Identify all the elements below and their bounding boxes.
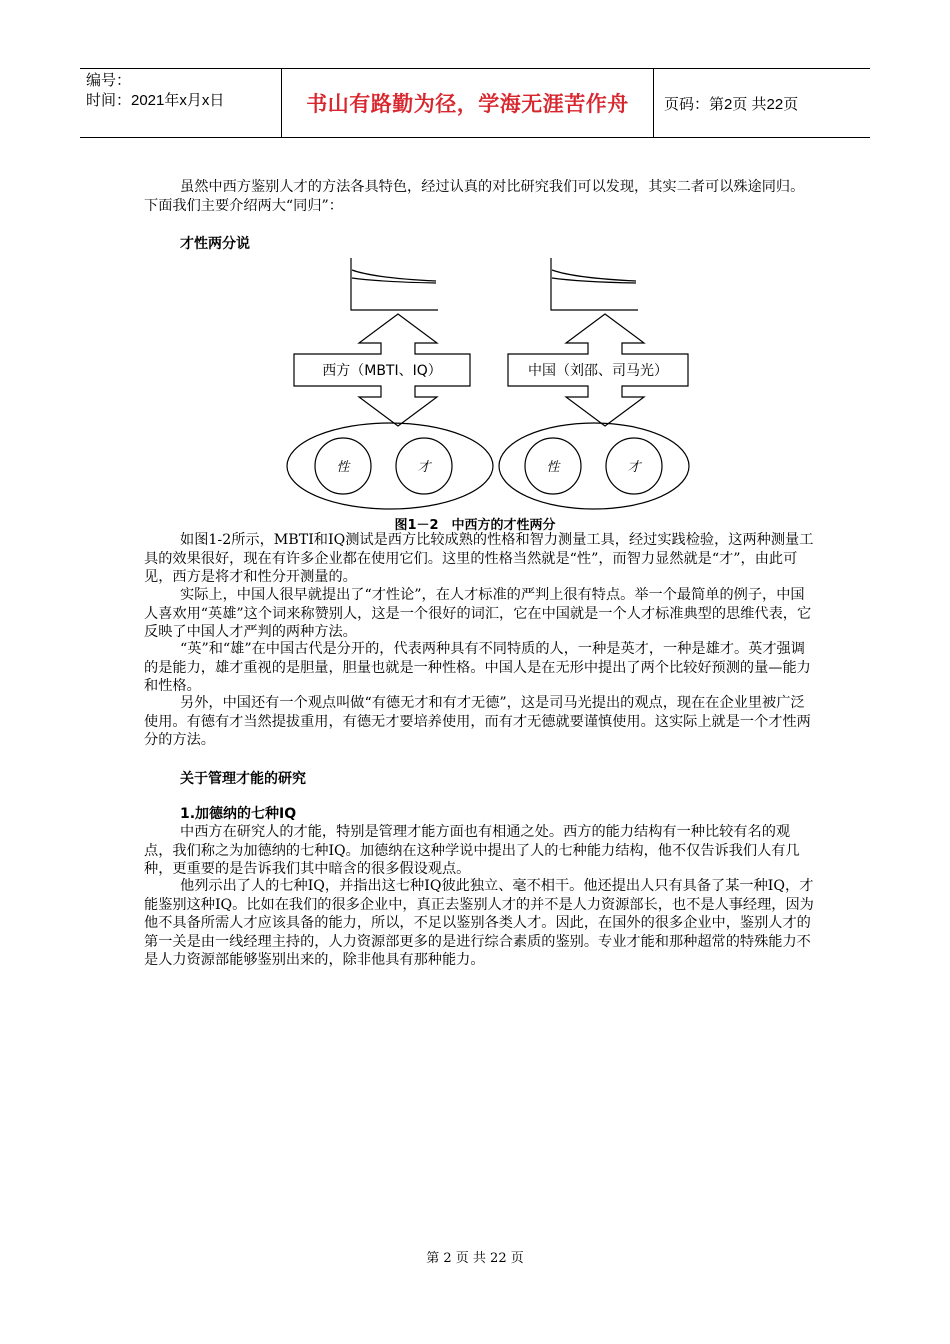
page-header xyxy=(80,68,870,138)
china-nature-char: 性 xyxy=(546,460,560,475)
west-methods-label: 西方（MBTI、IQ） xyxy=(322,363,442,379)
document-date-label: 时间：2021年x月x日 xyxy=(86,92,225,109)
body-paragraph: 另外，中国还有一个观点叫做“有德无才和有才无德”，这是司马光提出的观点，现在在企业里被广泛使用。有德有才当然提拔重用，有德无才要培养使用，而有才无德就要谨慎使用。这实际上就是一个才性两分的方法。 xyxy=(144,695,811,748)
west-nature-talent-ellipse xyxy=(287,423,493,509)
body-paragraph: 中西方在研究人的才能，特别是管理才能方面也有相通之处。西方的能力结构有一种比较有名的观点，我们称之为加德纳的七种IQ。加德纳在这种学说中提出了人的七种能力结构，他不仅告诉我们人有几种，更重要的是告诉我们其中暗含的很多假设观点。 xyxy=(144,824,800,877)
figure-caption: 图1－2 中西方的才性两分 xyxy=(394,518,556,533)
header-motto: 书山有路勤为径，学海无涯苦作舟 xyxy=(282,69,654,137)
body-paragraph: 如图1-2所示，MBTI和IQ测试是西方比较成熟的性格和智力测量工具，经过实践检验，这两种测量工具的效果很好，现在有许多企业都在使用它们。这里的性格当然就是“性”，而智力显然就是“才”，由此可见，西方是将才和性分开测量的。 xyxy=(144,532,814,585)
section-title-management-talent: 关于管理才能的研究 xyxy=(180,771,306,787)
intro-paragraph: 虽然中西方鉴别人才的方法各具特色，经过认真的对比研究我们可以发现，其实二者可以殊途同归。下面我们主要介绍两大“同归”： xyxy=(144,179,805,214)
china-curve-chart xyxy=(551,258,638,310)
subsection-title-gardner: 1.加德纳的七种IQ xyxy=(180,806,297,822)
china-talent-char: 才 xyxy=(627,460,641,475)
document-number-label: 编号： xyxy=(86,72,132,89)
header-page-number: 页码：第2页 共22页 xyxy=(664,95,799,113)
west-talent-char: 才 xyxy=(417,460,431,475)
china-methods-label: 中国（刘邵、司马光） xyxy=(528,363,668,379)
body-paragraph: 他列示出了人的七种IQ，并指出这七种IQ彼此独立、毫不相干。他还提出人只有具备了某一种IQ，才能鉴别这种IQ。比如在我们的很多企业中，真正去鉴别人才的并不是人力资源部长，也不是人事经理，因为他不具备所需人才应该具备的能力，所以，不足以鉴别各类人才。因此，在国外的很多企业中，鉴别人才的第一关是由一线经理主持的，人力资源部更多的是进行综合素质的鉴别。专业才能和那种超常的特殊能力不是人力资源部能够鉴别出来的，除非他具有那种能力。 xyxy=(144,878,814,968)
body-paragraph: “英”和“雄”在中国古代是分开的，代表两种具有不同特质的人，一种是英才，一种是雄才。英才强调的是能力，雄才重视的是胆量，胆量也就是一种性格。中国人是在无形中提出了两个比较好预测的量—能力和性格。 xyxy=(144,641,811,694)
west-nature-char: 性 xyxy=(336,460,350,475)
header-meta xyxy=(80,69,282,137)
body-paragraph: 实际上，中国人很早就提出了“才性论”，在人才标准的严判上很有特点。举一个最简单的例子，中国人喜欢用“英雄”这个词来称赞别人，这是一个很好的词汇，它在中国就是一个人才标准典型的思维代表，它反映了中国人才严判的两种方法。 xyxy=(144,587,812,640)
figure-talent-nature-diagram xyxy=(286,256,696,512)
section-title-talent-nature: 才性两分说 xyxy=(180,236,250,252)
china-nature-talent-ellipse xyxy=(499,423,689,509)
west-curve-chart xyxy=(351,258,438,310)
page-footer: 第 2 页 共 22 页 xyxy=(426,1251,524,1266)
